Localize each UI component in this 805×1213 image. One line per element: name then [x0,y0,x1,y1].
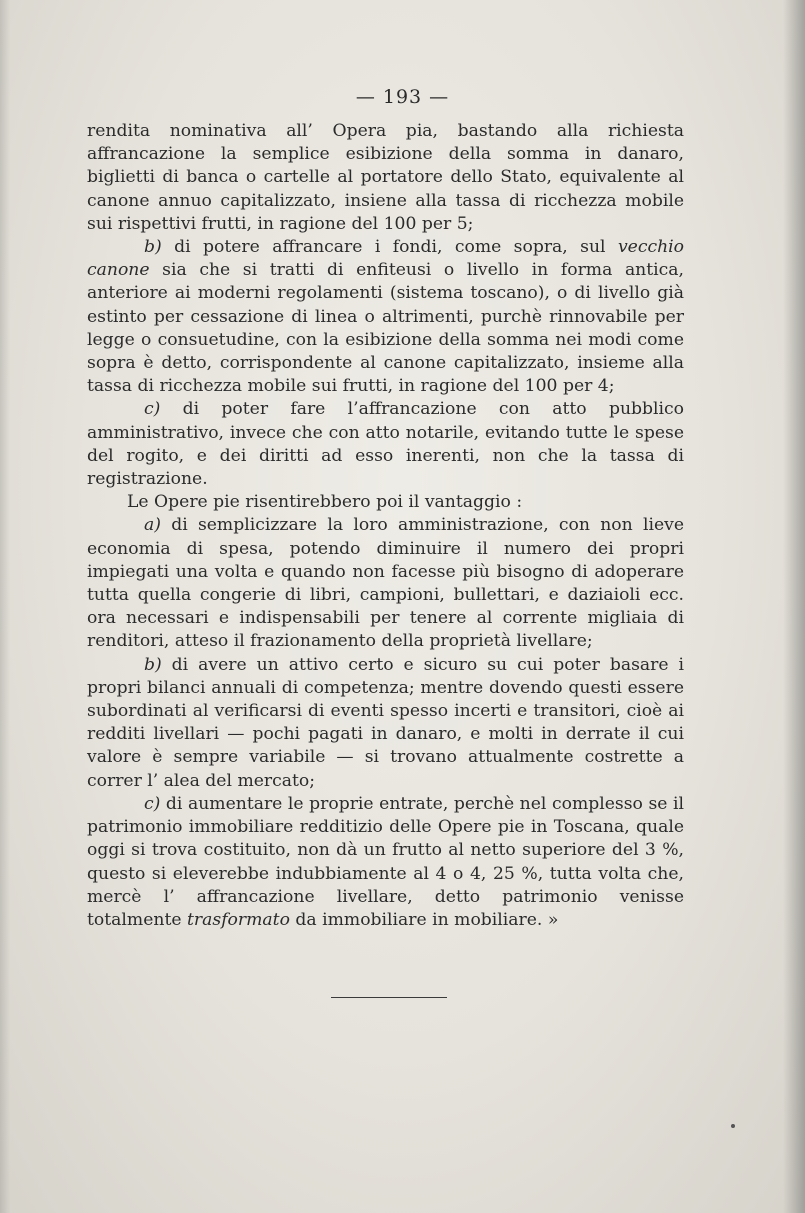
paragraph-text: da immobiliare in mobiliare. » [289,909,559,930]
list-letter: b) [144,654,162,675]
paragraph-c-affrancazione [87,398,684,491]
paragraph-b-attivo [87,654,684,793]
italic-phrase: vecchio canone [87,237,684,281]
paper-speck [731,1124,735,1128]
list-letter: c) [144,399,161,420]
list-letter: b) [144,237,162,258]
paragraph-text: sia che si tratti di enfiteusi o livello in forma antica, anteriore ai moderni regolamenti (sistema toscano), o di livello già estinto per cessazione di linea o altrimenti, purchè rinnovabile per legge o consuetudine, con la esibizione della somma nei modi come sopra è detto, corrispondente al canone capitalizzato, insieme alla tassa di ricchezza mobile sui frutti, in ragione del 100 per 4; [87,260,684,397]
paragraph-a-semplicizzare [87,514,684,653]
binding-shadow [0,0,10,1213]
list-letter: c) [144,793,161,814]
page-number: — 193 — [355,86,450,108]
paragraph-vantaggio-intro: Le Opere pie risentirebbero poi il vantaggio : [127,492,523,513]
paragraph-c-entrate [87,793,684,932]
page-edge-shadow [783,0,805,1213]
list-letter: a) [144,515,161,536]
paragraph-continuation: rendita nominativa all’ Opera pia, bastando alla richiesta affrancazione la semplice esibizione della somma in danaro, biglietti di banca o cartelle al portatore dello Stato, equivalente al canone annuo capitalizzato, insiene alla tassa di ricchezza mobile sui rispettivi frutti, in ragione del 100 per 5; [87,121,684,234]
paragraph-b-vecchio-canone [87,236,684,398]
paragraph-text: di potere affrancare i fondi, come sopra, sul [161,237,618,258]
paragraph-text: di avere un attivo certo e sicuro su cui poter basare i propri bilanci annuali di competenza; mentre dovendo questi essere subordinati al verificarsi di eventi spesso incerti e transitori, cioè ai redditi livellari — pochi pagati in danaro, e molti in derrate il cui valore è sempre variabile — si trovano attualmente costrette a correr l’ alea del mercato; [87,654,684,791]
section-divider-rule [331,997,447,998]
body-text [87,120,684,932]
paragraph-text: di aumentare le proprie entrate, perchè nel complesso se il patrimonio immobiliare redditizio delle Opere pie in Toscana, quale oggi si trova costituito, non dà un frutto al netto superiore del 3 %, questo si eleverebbe indubbiamente al 4 o 4, 25 %, tutta volta che, mercè l’ affrancazione livellare, detto patrimonio venisse totalmente [87,793,684,930]
italic-phrase: trasformato [187,909,290,930]
paragraph-text: di poter fare l’affrancazione con atto pubblico amministrativo, invece che con atto notarile, evitando tutte le spese del rogito, e dei diritti ad esso inerenti, non che la tassa di registrazione. [87,399,684,490]
paragraph-text: di semplicizzare la loro amministrazione, con non lieve economia di spesa, potendo diminuire il numero dei propri impiegati una volta e quando non facesse più bisogno di adoperare tutta quella congerie di libri, campioni, bullettari, e daziaioli ecc. ora necessari e indispensabili per tenere al corrente migliaia di renditori, atteso il frazionamento della proprietà livellare; [87,515,684,652]
